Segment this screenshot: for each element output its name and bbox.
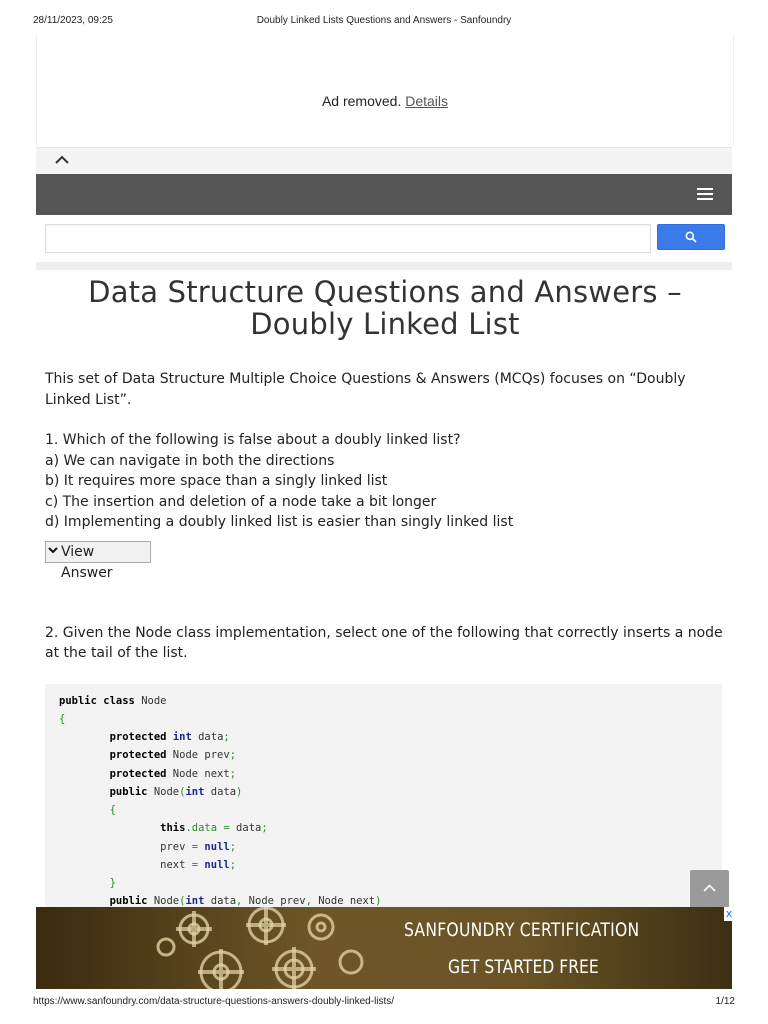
print-header xyxy=(0,15,768,31)
ad-placeholder xyxy=(36,35,734,146)
ad-removed-text: Ad removed. xyxy=(321,93,402,109)
question-1 xyxy=(45,430,725,581)
gears-illustration xyxy=(136,907,386,989)
print-page-title: Doubly Linked Lists Questions and Answers - Sanfoundry xyxy=(256,15,512,26)
print-page-number: 1/12 xyxy=(715,996,735,1007)
question-1-text: 1. Which of the following is false about a doubly linked list? xyxy=(45,432,461,448)
view-answer-label: View Answer xyxy=(61,543,113,581)
banner-cta: GET STARTED FREE xyxy=(448,956,599,978)
search-button[interactable] xyxy=(657,224,725,250)
chevron-up-icon[interactable] xyxy=(55,153,69,167)
chevron-up-icon xyxy=(703,883,716,893)
print-url: https://www.sanfoundry.com/data-structure-questions-answers-doubly-linked-lists/ xyxy=(33,996,395,1007)
search-icon xyxy=(685,231,697,243)
ad-collapse-bar[interactable] xyxy=(36,147,732,174)
top-navbar xyxy=(36,174,732,215)
ad-details-link[interactable]: Details xyxy=(405,93,449,109)
question-1-option-b: b) It requires more space than a singly linked list xyxy=(45,473,388,489)
code-block: public class Node { protected int data; protected Node prev; protected Node next; public Node(int data) { this.data = data; prev = null; next = null; } public Node(int data, Node prev, Node next) xyxy=(45,684,722,944)
question-1-option-a: a) We can navigate in both the directions xyxy=(45,452,335,469)
banner-headline: SANFOUNDRY CERTIFICATION xyxy=(404,919,640,941)
search-bar xyxy=(36,215,732,262)
section-divider xyxy=(36,262,732,270)
view-answer-button[interactable] xyxy=(45,541,151,581)
question-1-option-d: d) Implementing a doubly linked list is easier than singly linked list xyxy=(45,514,514,530)
certification-ad-banner[interactable] xyxy=(36,907,732,989)
close-icon[interactable]: x xyxy=(725,907,733,920)
print-footer xyxy=(0,996,768,1012)
article xyxy=(45,276,725,944)
hamburger-menu-icon[interactable] xyxy=(697,188,713,201)
article-intro: This set of Data Structure Multiple Choice Questions & Answers (MCQs) focuses on “Doubly Linked List”. xyxy=(45,371,686,408)
chevron-down-icon xyxy=(48,545,58,555)
ad-removed-notice xyxy=(37,93,733,109)
page-title: Data Structure Questions and Answers – Doubly Linked List xyxy=(88,275,682,341)
search-input[interactable] xyxy=(45,224,651,253)
scroll-to-top-button[interactable] xyxy=(690,870,729,908)
question-2-text: 2. Given the Node class implementation, select one of the following that correctly inserts a node at the tail of the list. xyxy=(45,624,723,661)
question-1-option-c: c) The insertion and deletion of a node take a bit longer xyxy=(45,493,437,510)
print-datetime: 28/11/2023, 09:25 xyxy=(33,15,113,26)
